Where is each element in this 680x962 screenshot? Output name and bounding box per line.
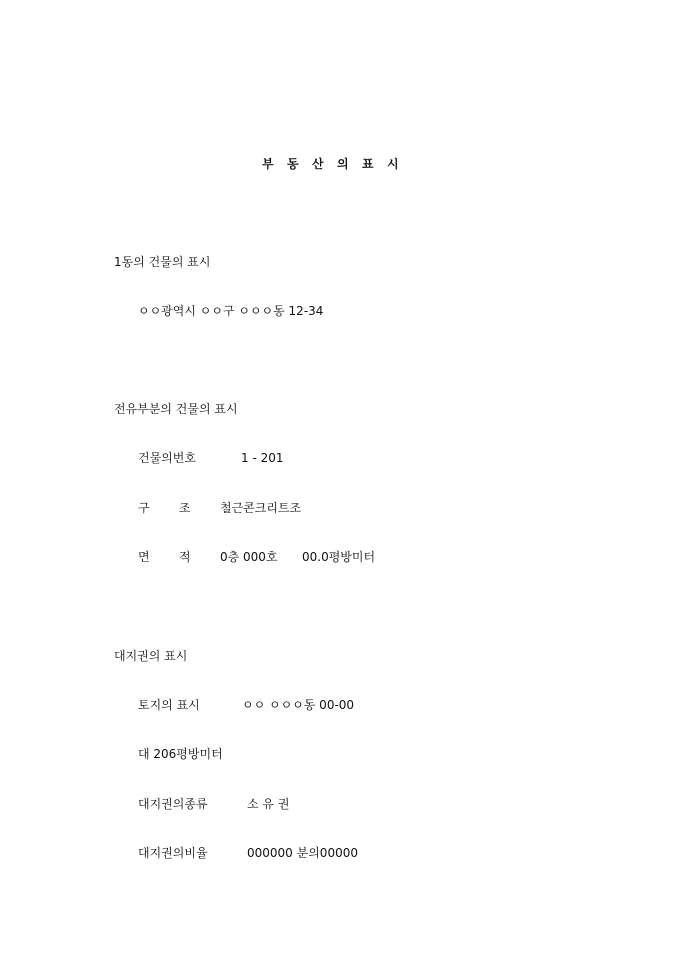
title-char: 시 (387, 157, 399, 171)
land-right-ratio-label: 대지권의비율 (138, 846, 208, 860)
building-address: ㅇㅇ광역시 ㅇㅇ구 ㅇㅇㅇ동 12-34 (138, 304, 324, 318)
title-char: 부 (262, 157, 274, 171)
land-detail: 대 206평방미터 (138, 747, 223, 761)
unit-number-label: 건물의번호 (138, 451, 196, 465)
structure-value: 철근콘크리트조 (220, 501, 302, 515)
title-char: 동 (287, 157, 299, 171)
title-char: 의 (337, 157, 349, 171)
structure-label-2: 조 (179, 501, 191, 515)
land-right-ratio-value: 000000 분의00000 (247, 846, 358, 860)
area-label-1: 면 (138, 550, 150, 564)
land-right-heading: 대지권의 표시 (114, 649, 188, 663)
area-value-size: 00.0평방미터 (302, 550, 376, 564)
unit-heading: 전유부분의 건물의 표시 (114, 402, 238, 416)
building-heading: 1동의 건물의 표시 (114, 255, 211, 269)
land-label: 토지의 표시 (138, 698, 200, 712)
area-label-2: 적 (179, 550, 191, 564)
structure-label-1: 구 (138, 501, 150, 515)
land-right-type-value: 소 유 권 (247, 797, 290, 811)
title-char: 산 (312, 157, 324, 171)
unit-number-value: 1 - 201 (241, 451, 284, 465)
land-right-type-label: 대지권의종류 (138, 797, 208, 811)
document-title (262, 156, 412, 172)
title-char: 표 (362, 157, 374, 171)
land-value: ㅇㅇ ㅇㅇㅇ동 00-00 (242, 698, 355, 712)
area-value-floor: 0층 000호 (220, 550, 278, 564)
